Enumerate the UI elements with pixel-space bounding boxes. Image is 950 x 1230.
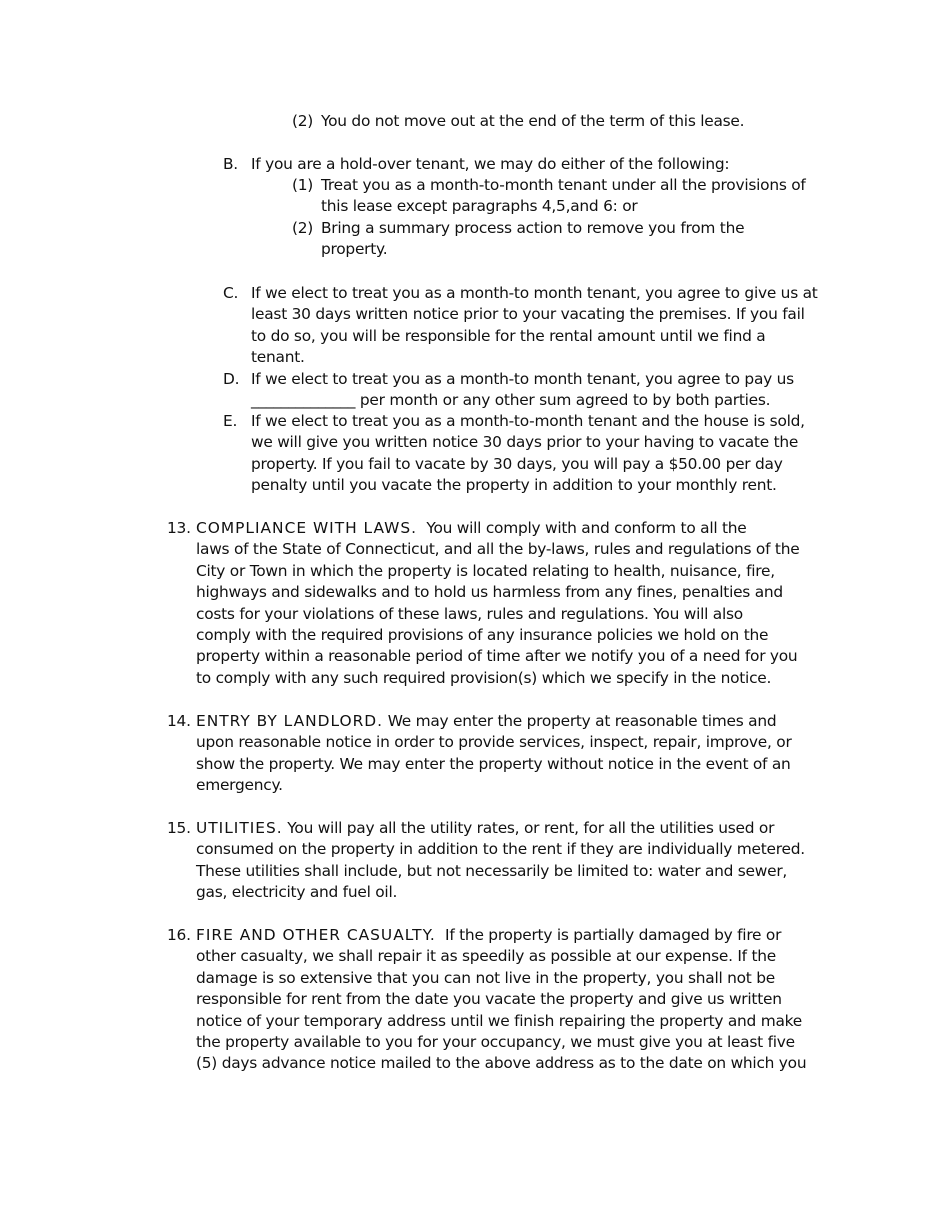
section-line: other casualty, we shall repair it as speedily as possible at our expense. If the (196, 947, 776, 966)
section-number: 16. (167, 926, 191, 944)
section-line: notice of your temporary address until we finish repairing the property and make (196, 1011, 802, 1030)
item-label: B. (223, 155, 238, 173)
sub-item-b1 (292, 175, 806, 218)
section-number: 13. (167, 519, 191, 537)
list-item-c (223, 283, 818, 369)
section-line: upon reasonable notice in order to provide services, inspect, repair, improve, or (196, 733, 792, 752)
item-label: E. (223, 412, 238, 430)
section-line: City or Town in which the property is located relating to health, nuisance, fire, (196, 561, 775, 580)
section-heading: FIRE AND OTHER CASUALTY. (196, 926, 436, 944)
section-14 (167, 711, 792, 797)
section-15 (167, 818, 805, 904)
item-line: If we elect to treat you as a month-to-month tenant and the house is sold, (251, 412, 805, 430)
section-line: to comply with any such required provision(s) which we specify in the notice. (196, 668, 772, 687)
section-number: 14. (167, 712, 191, 730)
item-line: this lease except paragraphs 4,5,and 6: or (321, 197, 638, 216)
item-line: tenant. (251, 348, 305, 367)
item-line: ______________ per month or any other sum agreed to by both parties. (251, 391, 771, 410)
item-text: You do not move out at the end of the term of this lease. (321, 112, 745, 130)
section-line: the property available to you for your occupancy, we must give you at least five (196, 1033, 795, 1052)
section-13 (167, 518, 799, 689)
top-list-item (292, 111, 744, 132)
section-line: show the property. We may enter the property without notice in the event of an (196, 754, 791, 773)
item-line: Bring a summary process action to remove you from the (321, 219, 745, 237)
section-line: costs for your violations of these laws, rules and regulations. You will also (196, 604, 743, 623)
item-line: property. If you fail to vacate by 30 days, you will pay a $50.00 per day (251, 454, 783, 473)
section-heading: COMPLIANCE WITH LAWS. (196, 519, 418, 537)
section-heading: ENTRY BY LANDLORD. (196, 712, 384, 730)
list-item-b (223, 154, 729, 175)
section-first-line: We may enter the property at reasonable times and (383, 712, 777, 730)
section-first-line: You will pay all the utility rates, or rent, for all the utilities used or (282, 819, 775, 837)
item-label: D. (223, 370, 240, 388)
list-item-d (223, 369, 794, 412)
section-first-line: You will comply with and conform to all the (417, 519, 747, 537)
item-line: If we elect to treat you as a month-to month tenant, you agree to pay us (251, 370, 794, 388)
section-line: highways and sidewalks and to hold us harmless from any fines, penalties and (196, 583, 783, 602)
section-line: These utilities shall include, but not necessarily be limited to: water and sewer, (196, 861, 788, 880)
section-16 (167, 925, 806, 1075)
section-line: responsible for rent from the date you vacate the property and give us written (196, 990, 782, 1009)
item-line: least 30 days written notice prior to your vacating the premises. If you fail (251, 305, 805, 324)
item-line: to do so, you will be responsible for the rental amount until we find a (251, 326, 766, 345)
section-line: property within a reasonable period of time after we notify you of a need for you (196, 647, 798, 666)
item-line: penalty until you vacate the property in addition to your monthly rent. (251, 476, 777, 495)
sub-item-b2 (292, 218, 744, 261)
section-first-line: If the property is partially damaged by fire or (435, 926, 782, 944)
section-heading: UTILITIES. (196, 819, 283, 837)
item-label: (1) (292, 176, 314, 194)
section-line: emergency. (196, 776, 283, 795)
item-line: Treat you as a month-to-month tenant under all the provisions of (321, 176, 806, 194)
section-line: (5) days advance notice mailed to the above address as to the date on which you (196, 1054, 807, 1073)
item-line: If we elect to treat you as a month-to month tenant, you agree to give us at (251, 284, 818, 302)
section-number: 15. (167, 819, 191, 837)
item-text: If you are a hold-over tenant, we may do either of the following: (251, 155, 730, 173)
section-line: consumed on the property in addition to the rent if they are individually metered. (196, 840, 805, 859)
section-line: gas, electricity and fuel oil. (196, 883, 398, 902)
item-line: we will give you written notice 30 days prior to your having to vacate the (251, 433, 799, 452)
section-line: comply with the required provisions of any insurance policies we hold on the (196, 626, 769, 645)
section-line: damage is so extensive that you can not live in the property, you shall not be (196, 968, 775, 987)
item-line: property. (321, 240, 388, 259)
item-label: (2) (292, 219, 314, 237)
item-label: (2) (292, 112, 314, 130)
item-label: C. (223, 284, 239, 302)
list-item-e (223, 411, 805, 497)
section-line: laws of the State of Connecticut, and all the by-laws, rules and regulations of the (196, 540, 800, 559)
